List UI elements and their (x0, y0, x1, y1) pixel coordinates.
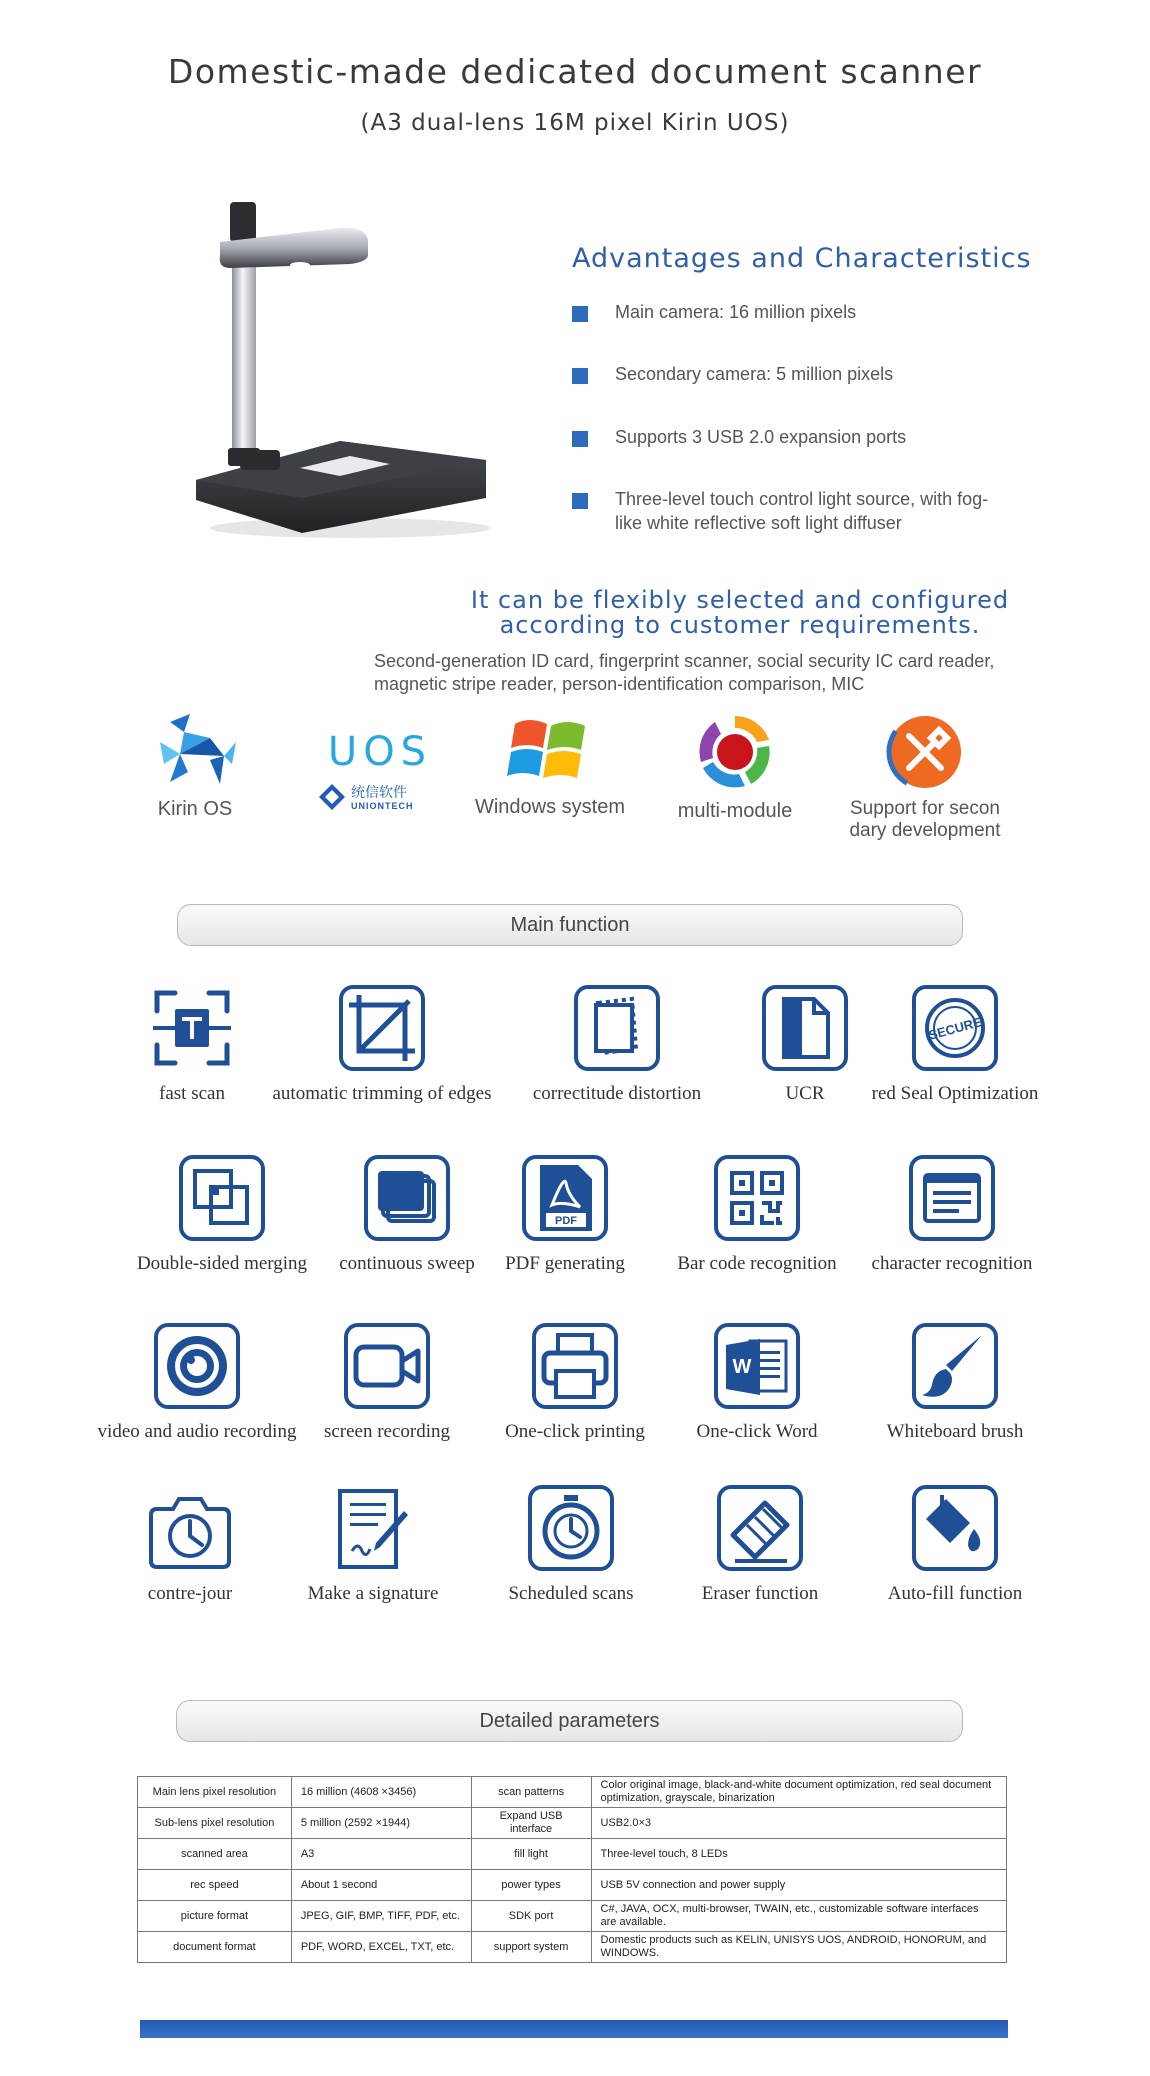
function-pdf: PDF PDF generating (445, 1155, 685, 1275)
advantage-item: Supports 3 USB 2.0 expansion ports (572, 425, 1092, 449)
function-video-audio: video and audio recording (77, 1323, 317, 1443)
fast-scan-icon (149, 985, 235, 1071)
stopwatch-icon (528, 1485, 614, 1571)
table-row: document format PDF, WORD, EXCEL, TXT, etc. support system Domestic products such as KELIN, UNISYS UOS, ANDROID, HONORUM, and WINDOWS. (138, 1932, 1007, 1963)
function-contre-jour: contre-jour (70, 1485, 310, 1605)
page-title: Domestic-made dedicated document scanner (167, 52, 983, 91)
advantage-item: Secondary camera: 5 million pixels (572, 362, 1092, 386)
seal-icon (912, 985, 998, 1071)
pdf-icon (522, 1155, 608, 1241)
kirin-logo-icon (150, 712, 240, 792)
function-auto-fill: Auto-fill function (835, 1485, 1075, 1605)
function-printing: One-click printing (455, 1323, 695, 1443)
camera-lens-icon (154, 1323, 240, 1409)
function-grid (0, 975, 1150, 1635)
system-uos (315, 730, 445, 816)
crop-icon (339, 985, 425, 1071)
table-row: rec speed About 1 second power types USB 5V connection and power supply (138, 1870, 1007, 1901)
bullet-square-icon (572, 306, 588, 322)
table-row: Main lens pixel resolution 16 million (4608 ×3456) scan patterns Color original image, black-and-white document optimization, red seal document optimization, grayscale, binarization (138, 1777, 1007, 1808)
windows-logo-icon (507, 712, 593, 790)
system-windows: Windows system (470, 712, 630, 818)
table-row: picture format JPEG, GIF, BMP, TIFF, PDF, etc. SDK port C#, JAVA, OCX, multi-browser, TWAIN, etc., customizable software interfaces are available. (138, 1901, 1007, 1932)
printer-icon (532, 1323, 618, 1409)
brush-icon (912, 1323, 998, 1409)
function-signature: Make a signature (253, 1485, 493, 1605)
svg-text:PDF: PDF (555, 1215, 577, 1227)
function-screen-recording: screen recording (267, 1323, 507, 1443)
page-subtitle: (A3 dual-lens 16M pixel Kirin UOS) (360, 110, 790, 136)
function-double-sided: Double-sided merging (102, 1155, 342, 1275)
function-character-recognition: character recognition (832, 1155, 1072, 1275)
table-row: Sub-lens pixel resolution 5 million (2592 ×1944) Expand USB interface USB2.0×3 (138, 1808, 1007, 1839)
function-whiteboard: Whiteboard brush (835, 1323, 1075, 1443)
footer-bar (140, 2020, 1008, 2038)
main-function-bar: Main function (177, 904, 963, 946)
system-development: Support for secon dary development (840, 712, 1010, 842)
bullet-square-icon (572, 368, 588, 384)
table-row: scanned area A3 fill light Three-level touch, 8 LEDs (138, 1839, 1007, 1870)
svg-text:SECURE: SECURE (927, 1014, 984, 1043)
function-barcode: Bar code recognition (637, 1155, 877, 1275)
scanner-device-image (190, 198, 500, 548)
function-red-seal: SECURE red Seal Optimization (835, 985, 1075, 1105)
signature-icon (330, 1485, 416, 1571)
development-tools-icon (885, 712, 965, 792)
systems-row (0, 712, 1150, 862)
system-kirin: Kirin OS (140, 712, 250, 820)
parameters-table (137, 1776, 1007, 1963)
function-eraser: Eraser function (640, 1485, 880, 1605)
camera-icon (147, 1485, 233, 1571)
system-multimodule: multi-module (660, 712, 810, 822)
function-distortion: correctitude distortion (497, 985, 737, 1105)
merge-icon (179, 1155, 265, 1241)
text-window-icon (909, 1155, 995, 1241)
advantage-item: Main camera: 16 million pixels (572, 300, 1092, 324)
uniontech-logo-icon (319, 784, 345, 810)
function-ucr: UCR (685, 985, 925, 1105)
stack-icon (364, 1155, 450, 1241)
config-description: Second-generation ID card, fingerprint scanner, social security IC card reader, magnetic stripe reader, person-identification comparison, MIC (374, 651, 995, 694)
function-continuous-sweep: continuous sweep (287, 1155, 527, 1275)
function-word: W One-click Word (637, 1323, 877, 1443)
bullet-square-icon (572, 431, 588, 447)
uniontech-brand: 统信软件 UNIONTECH (315, 782, 445, 816)
advantage-item: Three-level touch control light source, with fog-like white reflective soft light diffuser (572, 487, 1092, 535)
qr-code-icon (714, 1155, 800, 1241)
eraser-icon (717, 1485, 803, 1571)
distortion-correction-icon (574, 985, 660, 1071)
paint-bucket-icon (912, 1485, 998, 1571)
function-scheduled-scans: Scheduled scans (451, 1485, 691, 1605)
function-fast-scan: fast scan (72, 985, 312, 1105)
svg-text:W: W (732, 1356, 752, 1378)
word-icon (714, 1323, 800, 1409)
video-camera-icon (344, 1323, 430, 1409)
uos-logo: UOS (327, 729, 433, 775)
detailed-parameters-bar: Detailed parameters (176, 1700, 963, 1742)
config-title: It can be flexibly selected and configured according to customer requirements. (470, 586, 1010, 639)
function-auto-trim: automatic trimming of edges (262, 985, 502, 1105)
multi-module-icon (695, 712, 775, 792)
bullet-square-icon (572, 493, 588, 509)
advantages-title: Advantages and Characteristics (572, 243, 1032, 274)
